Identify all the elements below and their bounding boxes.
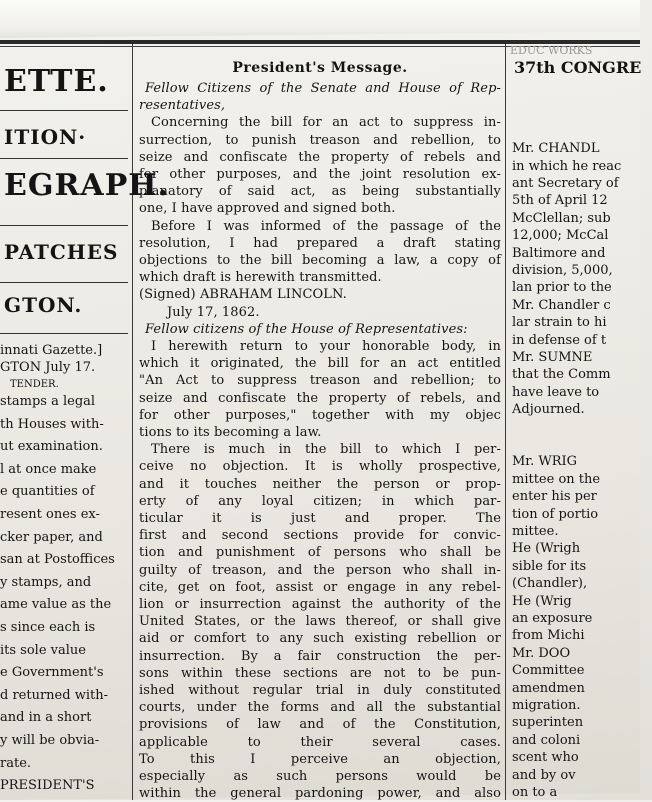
message-text-line: for other purposes," together with my objec — [139, 407, 501, 423]
left-text-line: l at once make — [0, 461, 97, 477]
article-headline: President's Message. — [232, 60, 408, 76]
message-text-line: courts, under the forms and all the substantial — [139, 700, 501, 716]
left-text-line: san at Postoffices — [0, 552, 115, 568]
message-text-line: planatory of said act, as being substantially — [139, 184, 501, 200]
message-text-line: objections to the bill becoming a law, a copy of — [139, 253, 501, 268]
congress-text-line: Mr. CHANDL — [512, 141, 600, 157]
message-text-line: July 17, 1862. — [167, 304, 260, 320]
congress-text-line: Mr. SUMNE — [512, 350, 593, 365]
congress-text-line: have leave to — [512, 384, 600, 400]
congress-text-line: migration. — [512, 698, 581, 713]
left-text-line: TENDER. — [10, 379, 59, 390]
left-text-line: e Government's — [0, 665, 104, 681]
message-text-line: one, I have approved and signed both. — [139, 201, 396, 217]
congress-text-line: (Chandler), — [512, 576, 588, 592]
congress-text-line: Adjourned. — [512, 402, 585, 418]
left-text-line: and in a short — [0, 710, 92, 726]
masthead-fragment: PATCHES — [4, 240, 119, 264]
left-text-line: ut examination. — [0, 439, 103, 455]
masthead-fragment: GTON. — [4, 293, 83, 317]
left-text-line: e quantities of — [0, 484, 95, 500]
masthead-fragment: ETTE. — [4, 64, 109, 99]
message-text-line: cite, get on foot, assist or engage in any rebel- — [139, 579, 501, 595]
section-rule — [0, 110, 128, 111]
message-text-line: and it touches neither the person or prop- — [139, 476, 501, 492]
congress-text-line: that the Comm — [512, 367, 611, 383]
left-text-line: ame value as the — [0, 597, 112, 613]
middle-column-presidents-message — [139, 58, 501, 800]
message-text-line: which draft is herewith transmitted. — [139, 270, 382, 286]
left-text-line: PRESIDENT'S — [0, 778, 95, 794]
congress-text-line: in defense of t — [512, 332, 607, 348]
congress-text-line: He (Wrigh — [512, 541, 581, 557]
message-text-line: aid or comfort to any such existing rebellion or — [139, 631, 501, 647]
message-text-line: within the general pardoning power, and also — [139, 786, 501, 802]
left-text-line: cker paper, and — [0, 529, 103, 545]
message-text-line: first and second sections provide for convic- — [139, 528, 501, 544]
left-text-line: its sole value — [0, 642, 86, 658]
message-text-line: especially as such persons would be — [139, 769, 501, 784]
congress-text-line: and by ov — [512, 767, 576, 783]
left-text-line: GTON July 17. — [0, 360, 96, 375]
message-text-line: seize and confiscate the property of rebels and — [139, 149, 501, 165]
congress-text-line: lan prior to the — [512, 280, 612, 296]
message-text-line: There is much in the bill to which I per- — [151, 442, 501, 458]
congress-text-line: superinten — [512, 715, 584, 731]
message-text-line: tions to its becoming a law. — [139, 425, 322, 440]
left-text-line: th Houses with- — [0, 416, 104, 432]
congress-text-line: Mr. WRIG — [512, 454, 578, 470]
congress-text-line: He (Wrig — [512, 593, 572, 609]
congress-text-line: amendmen — [512, 680, 585, 696]
section-rule — [0, 158, 128, 159]
congress-text-line: Baltimore and — [512, 245, 606, 261]
section-rule — [0, 282, 128, 283]
message-text-line: insurrection. By a fair construction the per- — [139, 648, 501, 664]
congress-text-line: from Michi — [512, 628, 585, 644]
congress-text-line: mittee. — [512, 524, 559, 539]
congress-text-line: and coloni — [512, 732, 581, 748]
left-text-line: y stamps, and — [0, 574, 92, 590]
message-text-line: ticular it is just and proper. The — [139, 511, 501, 526]
message-text-line: Fellow Citizens of the Senate and House of Rep- — [145, 81, 501, 96]
message-text-line: ceive no objection. It is wholly prospective, — [139, 459, 501, 475]
message-text-line: lion or insurrection against the authority of the — [139, 597, 501, 612]
congress-text-line: mittee on the — [512, 471, 601, 487]
message-text-line: tion and punishment of persons who shall be — [139, 545, 501, 561]
congress-text-line: an exposure — [512, 611, 593, 626]
congress-text-line: Mr. Chandler c — [512, 297, 611, 313]
masthead-fragment: EGRAPH. — [4, 168, 170, 203]
congress-text-line: sible for its — [512, 558, 587, 574]
congress-text-line: Committee — [512, 663, 585, 679]
bleed-through-text: EDUC WORKS — [510, 44, 593, 57]
message-text-line: which it originated, the bill for an act entitled — [139, 356, 501, 372]
right-column-congress — [508, 44, 642, 800]
masthead-fragment: ITION· — [4, 125, 87, 149]
left-text-line: rate. — [0, 755, 32, 771]
column-rule-right — [505, 44, 506, 800]
left-text-line: y will be obvia- — [0, 733, 100, 748]
section-rule — [0, 225, 128, 226]
message-text-line: resentatives, — [139, 98, 226, 114]
message-text-line: guilty of treason, and the person who shall in- — [139, 562, 501, 578]
message-text-line: ished without regular trial in duly constituted — [139, 683, 501, 698]
message-text-line: Fellow citizens of the House of Representatives: — [145, 321, 468, 337]
congress-text-line: ant Secretary of — [512, 176, 619, 191]
left-column — [0, 50, 170, 800]
message-text-line: sons within these sections are not to be pun- — [139, 665, 501, 681]
message-text-line: erty of any loyal citizen; in which par- — [139, 493, 501, 509]
message-text-line: Concerning the bill for an act to suppress in- — [151, 115, 501, 131]
message-text-line: "An Act to suppress treason and rebellion; to — [139, 373, 501, 389]
message-text-line: seize and confiscate the property of rebels, and — [139, 390, 501, 406]
congress-text-line: lar strain to hi — [512, 315, 607, 331]
message-text-line: (Signed) ABRAHAM LINCOLN. — [139, 287, 347, 303]
congress-text-line: Mr. DOO — [512, 645, 571, 661]
message-text-line: provisions of law and of the Constitution, — [139, 717, 501, 733]
congress-heading: 37th CONGRE — [514, 58, 642, 77]
left-text-line: s since each is — [0, 620, 96, 635]
message-text-line: I herewith return to your honorable body, in — [151, 339, 501, 354]
congress-text-line: McClellan; sub — [512, 210, 611, 226]
congress-text-line: division, 5,000, — [512, 263, 613, 278]
congress-text-line: 12,000; McCal — [512, 228, 609, 244]
congress-text-line: scent who — [512, 750, 579, 766]
left-text-line: resent ones ex- — [0, 507, 100, 522]
message-text-line: applicable to their several cases. — [139, 734, 501, 750]
message-text-line: for other purposes, and the joint resolution ex- — [139, 167, 501, 182]
message-text-line: United States, or the laws thereof, or shall give — [139, 614, 501, 630]
congress-text-line: 5th of April 12 — [512, 193, 608, 209]
congress-text-line: tion of portio — [512, 506, 599, 522]
congress-text-line: enter his per — [512, 489, 597, 505]
message-text-line: Before I was informed of the passage of the — [151, 218, 501, 234]
congress-text-line: on to a — [512, 785, 558, 800]
message-text-line: surrection, to punish treason and rebellion, to — [139, 132, 501, 148]
message-text-line: resolution, I had prepared a draft stating — [139, 235, 501, 251]
congress-text-line: in which he reac — [512, 158, 622, 174]
left-text-line: stamps a legal — [0, 394, 96, 409]
message-text-line: To this I perceive an objection, — [139, 751, 501, 767]
left-text-line: innati Gazette.] — [0, 343, 103, 358]
section-rule — [0, 333, 128, 334]
left-text-line: d returned with- — [0, 687, 108, 703]
